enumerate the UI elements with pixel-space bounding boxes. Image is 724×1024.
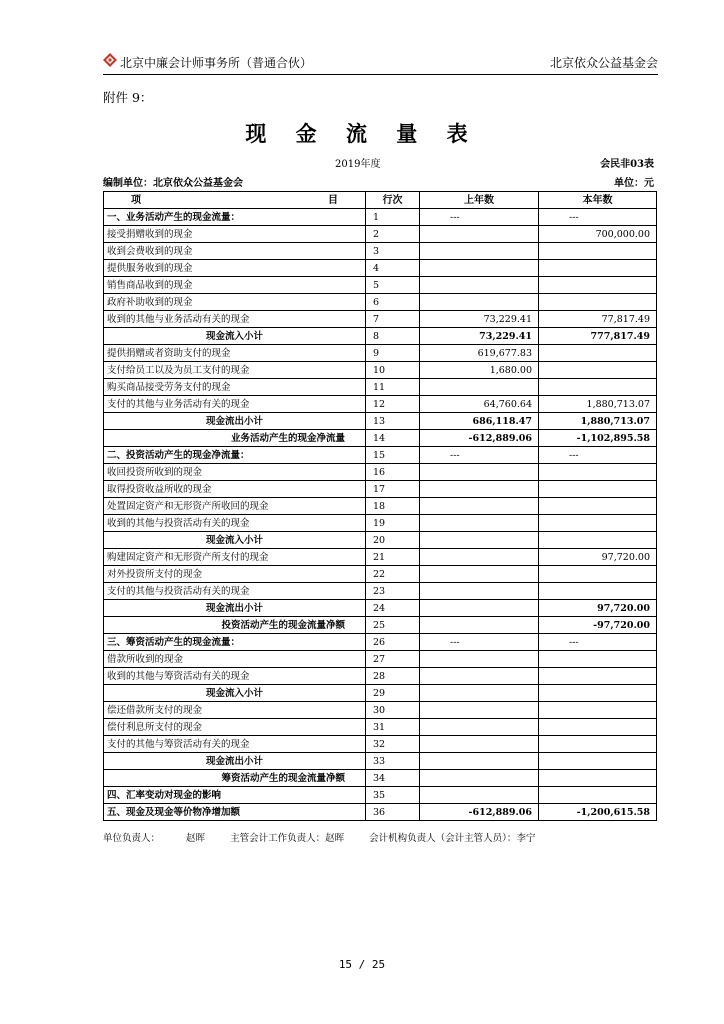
acct-name: 赵晖 bbox=[325, 833, 345, 844]
row-prior-value bbox=[420, 260, 539, 277]
row-item: 支付的其他与投资活动有关的现金 bbox=[104, 583, 366, 600]
row-current-value bbox=[539, 481, 657, 498]
row-current-value bbox=[539, 243, 657, 260]
row-line-number: 35 bbox=[366, 787, 420, 804]
row-line-number: 20 bbox=[366, 532, 420, 549]
head-signature bbox=[103, 833, 205, 844]
row-line-number: 14 bbox=[366, 430, 420, 447]
row-current-value bbox=[539, 294, 657, 311]
row-prior-value bbox=[420, 702, 539, 719]
table-row bbox=[104, 770, 657, 787]
row-current-value: 1,880,713.07 bbox=[539, 413, 657, 430]
row-line-number: 4 bbox=[366, 260, 420, 277]
attachment-label: 附件 9： bbox=[103, 90, 153, 105]
table-row bbox=[104, 787, 657, 804]
row-item: 二、投资活动产生的现金净流量： bbox=[104, 447, 366, 464]
row-line-number: 19 bbox=[366, 515, 420, 532]
row-item: 支付的其他与筹资活动有关的现金 bbox=[104, 736, 366, 753]
table-body bbox=[104, 209, 657, 821]
col-header-line: 行次 bbox=[366, 192, 420, 209]
row-line-number: 30 bbox=[366, 702, 420, 719]
row-line-number: 18 bbox=[366, 498, 420, 515]
row-current-value bbox=[539, 277, 657, 294]
row-item: 购买商品接受劳务支付的现金 bbox=[104, 379, 366, 396]
row-current-value: --- bbox=[539, 209, 657, 226]
row-prior-value bbox=[420, 668, 539, 685]
table-row bbox=[104, 532, 657, 549]
table-row bbox=[104, 566, 657, 583]
row-line-number: 16 bbox=[366, 464, 420, 481]
cash-flow-table bbox=[103, 191, 657, 821]
row-current-value: -97,720.00 bbox=[539, 617, 657, 634]
row-item: 接受捐赠收到的现金 bbox=[104, 226, 366, 243]
row-current-value bbox=[539, 379, 657, 396]
row-current-value: 97,720.00 bbox=[539, 549, 657, 566]
row-prior-value bbox=[420, 464, 539, 481]
col-header-current: 本年数 bbox=[539, 192, 657, 209]
row-current-value: 97,720.00 bbox=[539, 600, 657, 617]
row-item: 购建固定资产和无形资产所支付的现金 bbox=[104, 549, 366, 566]
row-current-value bbox=[539, 464, 657, 481]
row-item: 偿还借款所支付的现金 bbox=[104, 702, 366, 719]
row-current-value: 777,817.49 bbox=[539, 328, 657, 345]
row-prior-value bbox=[420, 294, 539, 311]
table-row bbox=[104, 753, 657, 770]
col-header-item bbox=[104, 192, 366, 209]
row-line-number: 12 bbox=[366, 396, 420, 413]
table-row bbox=[104, 413, 657, 430]
currency-unit: 单位：元 bbox=[614, 178, 654, 189]
row-prior-value bbox=[420, 566, 539, 583]
row-line-number: 32 bbox=[366, 736, 420, 753]
row-line-number: 10 bbox=[366, 362, 420, 379]
firm-logo-icon bbox=[103, 53, 117, 67]
row-current-value bbox=[539, 498, 657, 515]
row-prior-value bbox=[420, 481, 539, 498]
table-row bbox=[104, 379, 657, 396]
table-row bbox=[104, 634, 657, 651]
row-item: 现金流出小计 bbox=[104, 600, 366, 617]
table-row bbox=[104, 260, 657, 277]
row-current-value bbox=[539, 566, 657, 583]
row-prior-value bbox=[420, 379, 539, 396]
table-row bbox=[104, 498, 657, 515]
row-item: 现金流出小计 bbox=[104, 753, 366, 770]
row-prior-value bbox=[420, 515, 539, 532]
table-row bbox=[104, 481, 657, 498]
row-item: 筹资活动产生的现金流量净额 bbox=[104, 770, 366, 787]
table-row bbox=[104, 345, 657, 362]
row-item: 借款所收到的现金 bbox=[104, 651, 366, 668]
row-prior-value bbox=[420, 617, 539, 634]
table-row bbox=[104, 209, 657, 226]
row-current-value bbox=[539, 736, 657, 753]
table-row bbox=[104, 277, 657, 294]
table-row bbox=[104, 464, 657, 481]
table-row bbox=[104, 243, 657, 260]
row-prior-value: 619,677.83 bbox=[420, 345, 539, 362]
row-item: 销售商品收到的现金 bbox=[104, 277, 366, 294]
table-row bbox=[104, 311, 657, 328]
row-prior-value bbox=[420, 685, 539, 702]
row-item: 现金流入小计 bbox=[104, 532, 366, 549]
row-prior-value: --- bbox=[420, 634, 539, 651]
row-line-number: 21 bbox=[366, 549, 420, 566]
row-item: 五、现金及现金等价物净增加额 bbox=[104, 804, 366, 821]
row-line-number: 28 bbox=[366, 668, 420, 685]
row-line-number: 26 bbox=[366, 634, 420, 651]
row-current-value bbox=[539, 515, 657, 532]
row-line-number: 31 bbox=[366, 719, 420, 736]
row-item: 处置固定资产和无形资产所收回的现金 bbox=[104, 498, 366, 515]
row-item: 取得投资收益所收的现金 bbox=[104, 481, 366, 498]
org-name: 李宁 bbox=[516, 833, 536, 844]
row-prior-value: 1,680.00 bbox=[420, 362, 539, 379]
row-prior-value: 73,229.41 bbox=[420, 328, 539, 345]
row-current-value: -1,102,895.58 bbox=[539, 430, 657, 447]
row-current-value bbox=[539, 345, 657, 362]
row-prior-value: -612,889.06 bbox=[420, 430, 539, 447]
col-header-item-left: 项 bbox=[131, 194, 141, 206]
table-row bbox=[104, 583, 657, 600]
row-line-number: 6 bbox=[366, 294, 420, 311]
table-row bbox=[104, 515, 657, 532]
row-current-value: --- bbox=[539, 634, 657, 651]
col-header-prior: 上年数 bbox=[420, 192, 539, 209]
row-current-value bbox=[539, 685, 657, 702]
row-item: 投资活动产生的现金流量净额 bbox=[104, 617, 366, 634]
table-row bbox=[104, 736, 657, 753]
row-line-number: 27 bbox=[366, 651, 420, 668]
row-current-value: 700,000.00 bbox=[539, 226, 657, 243]
table-row bbox=[104, 651, 657, 668]
row-line-number: 1 bbox=[366, 209, 420, 226]
report-period: 2019年度 bbox=[335, 159, 381, 170]
form-code: 会民非03表 bbox=[600, 159, 654, 170]
row-prior-value: 73,229.41 bbox=[420, 311, 539, 328]
firm-name: 北京中廉会计师事务所（普通合伙） bbox=[120, 56, 313, 70]
row-current-value bbox=[539, 719, 657, 736]
row-prior-value: 686,118.47 bbox=[420, 413, 539, 430]
row-line-number: 13 bbox=[366, 413, 420, 430]
row-line-number: 8 bbox=[366, 328, 420, 345]
row-item: 偿付利息所支付的现金 bbox=[104, 719, 366, 736]
table-row bbox=[104, 719, 657, 736]
row-prior-value bbox=[420, 770, 539, 787]
reporting-unit: 编制单位：北京依众公益基金会 bbox=[103, 178, 243, 189]
table-row bbox=[104, 226, 657, 243]
row-item: 现金流出小计 bbox=[104, 413, 366, 430]
table-row bbox=[104, 549, 657, 566]
row-line-number: 5 bbox=[366, 277, 420, 294]
table-row bbox=[104, 702, 657, 719]
row-item: 收回投资所收到的现金 bbox=[104, 464, 366, 481]
row-item: 支付的其他与业务活动有关的现金 bbox=[104, 396, 366, 413]
row-prior-value bbox=[420, 583, 539, 600]
row-prior-value bbox=[420, 736, 539, 753]
acct-label: 主管会计工作负责人： bbox=[230, 833, 326, 844]
row-current-value: -1,200,615.58 bbox=[539, 804, 657, 821]
row-item: 收到的其他与业务活动有关的现金 bbox=[104, 311, 366, 328]
table-row bbox=[104, 396, 657, 413]
table-row bbox=[104, 617, 657, 634]
row-prior-value bbox=[420, 226, 539, 243]
row-line-number: 36 bbox=[366, 804, 420, 821]
table-row bbox=[104, 328, 657, 345]
org-signature bbox=[369, 833, 535, 844]
row-item: 四、汇率变动对现金的影响 bbox=[104, 787, 366, 804]
head-label: 单位负责人： bbox=[103, 833, 161, 844]
row-current-value bbox=[539, 753, 657, 770]
org-label: 会计机构负责人（会计主管人员）： bbox=[369, 833, 517, 844]
row-prior-value: 64,760.64 bbox=[420, 396, 539, 413]
row-item: 现金流入小计 bbox=[104, 328, 366, 345]
row-item: 收到的其他与筹资活动有关的现金 bbox=[104, 668, 366, 685]
row-prior-value bbox=[420, 787, 539, 804]
client-name: 北京依众公益基金会 bbox=[549, 56, 658, 70]
page-header bbox=[103, 52, 658, 75]
row-line-number: 17 bbox=[366, 481, 420, 498]
row-current-value bbox=[539, 770, 657, 787]
row-line-number: 33 bbox=[366, 753, 420, 770]
row-current-value bbox=[539, 651, 657, 668]
row-item: 政府补助收到的现金 bbox=[104, 294, 366, 311]
page-number: 15 / 25 bbox=[338, 958, 386, 971]
row-prior-value bbox=[420, 651, 539, 668]
row-prior-value bbox=[420, 600, 539, 617]
row-item: 一、业务活动产生的现金流量： bbox=[104, 209, 366, 226]
table-row bbox=[104, 362, 657, 379]
row-line-number: 11 bbox=[366, 379, 420, 396]
row-current-value: --- bbox=[539, 447, 657, 464]
table-row bbox=[104, 294, 657, 311]
row-prior-value bbox=[420, 243, 539, 260]
row-item: 支付给员工以及为员工支付的现金 bbox=[104, 362, 366, 379]
table-row bbox=[104, 447, 657, 464]
table-row bbox=[104, 685, 657, 702]
row-prior-value: --- bbox=[420, 209, 539, 226]
row-item: 业务活动产生的现金净流量 bbox=[104, 430, 366, 447]
signatures bbox=[103, 830, 557, 844]
row-item: 现金流入小计 bbox=[104, 685, 366, 702]
row-current-value bbox=[539, 260, 657, 277]
row-prior-value bbox=[420, 719, 539, 736]
head-name: 赵晖 bbox=[186, 833, 206, 844]
accounting-signature bbox=[230, 833, 344, 844]
row-item: 提供服务收到的现金 bbox=[104, 260, 366, 277]
row-current-value bbox=[539, 787, 657, 804]
row-item: 三、筹资活动产生的现金流量： bbox=[104, 634, 366, 651]
row-prior-value bbox=[420, 277, 539, 294]
row-prior-value: --- bbox=[420, 447, 539, 464]
row-prior-value bbox=[420, 532, 539, 549]
row-line-number: 15 bbox=[366, 447, 420, 464]
table-row bbox=[104, 668, 657, 685]
row-line-number: 24 bbox=[366, 600, 420, 617]
row-item: 收到的其他与投资活动有关的现金 bbox=[104, 515, 366, 532]
row-item: 对外投资所支付的现金 bbox=[104, 566, 366, 583]
row-current-value bbox=[539, 668, 657, 685]
row-line-number: 34 bbox=[366, 770, 420, 787]
row-line-number: 22 bbox=[366, 566, 420, 583]
table-row bbox=[104, 600, 657, 617]
row-current-value bbox=[539, 362, 657, 379]
row-prior-value bbox=[420, 753, 539, 770]
table-header-row bbox=[104, 192, 657, 209]
row-line-number: 3 bbox=[366, 243, 420, 260]
table-row bbox=[104, 430, 657, 447]
row-prior-value bbox=[420, 498, 539, 515]
row-line-number: 9 bbox=[366, 345, 420, 362]
row-current-value bbox=[539, 583, 657, 600]
row-line-number: 7 bbox=[366, 311, 420, 328]
row-current-value bbox=[539, 702, 657, 719]
row-item: 提供捐赠或者资助支付的现金 bbox=[104, 345, 366, 362]
row-prior-value: -612,889.06 bbox=[420, 804, 539, 821]
row-current-value bbox=[539, 532, 657, 549]
row-prior-value bbox=[420, 549, 539, 566]
table-row bbox=[104, 804, 657, 821]
row-line-number: 29 bbox=[366, 685, 420, 702]
row-line-number: 25 bbox=[366, 617, 420, 634]
page-title: 现 金 流 量 表 bbox=[245, 121, 479, 146]
row-current-value: 77,817.49 bbox=[539, 311, 657, 328]
row-line-number: 23 bbox=[366, 583, 420, 600]
row-line-number: 2 bbox=[366, 226, 420, 243]
row-item: 收到会费收到的现金 bbox=[104, 243, 366, 260]
row-current-value: 1,880,713.07 bbox=[539, 396, 657, 413]
col-header-item-right: 目 bbox=[328, 194, 338, 206]
